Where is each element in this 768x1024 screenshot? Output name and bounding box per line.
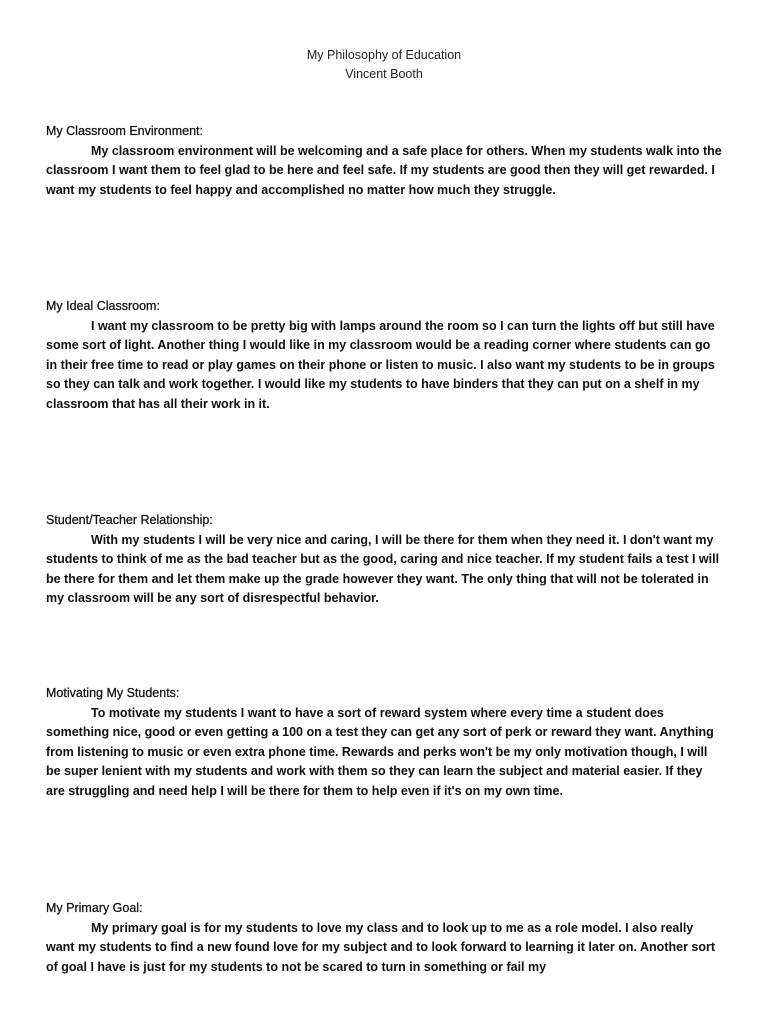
document-title: My Philosophy of Education [306,48,462,62]
document-header [0,46,768,84]
section-paragraph: To motivate my students I want to have a sort of reward system where every time a student does something nice, good or even getting a 100 on a test they can get any sort of perk or reward they want. Anything from listening to music or even extra phone time. Rewards and perks won't be my only motivation though, I will be super lenient with my students and work with them so they can learn the subject and material easier. If they are struggling and need help I will be there for them to help even if it's on my own time. [46,705,714,798]
section-classroom-environment [46,122,722,200]
section-primary-goal [46,899,722,977]
section-heading: Student/Teacher Relationship: [46,513,213,527]
section-paragraph: My classroom environment will be welcoming and a safe place for others. When my students walk into the classroom I want them to feel glad to be here and feel safe. If my students are good then they will get rewarded. I want my students to feel happy and accomplished no matter how much they struggle. [46,143,722,197]
section-motivating-students [46,684,722,801]
section-heading: My Classroom Environment: [46,124,203,138]
section-paragraph: With my students I will be very nice and caring, I will be there for them when they need it. I don't want my students to think of me as the bad teacher but as the good, caring and nice teacher. If my student fails a test I will be there for them and let them make up the grade however they want. The only thing that will not be tolerated in my classroom will be any sort of disrespectful behavior. [46,532,720,605]
section-paragraph: I want my classroom to be pretty big with lamps around the room so I can turn the lights off but still have some sort of light. Another thing I would like in my classroom would be a reading corner where students can go in their free time to read or play games on their phone or listen to music. I also want my students to be in groups so they can talk and work together. I would like my students to have binders that they can put on a shelf in my classroom that has all their work in it. [46,318,715,411]
section-heading: My Primary Goal: [46,901,143,915]
section-heading: Motivating My Students: [46,686,180,700]
section-heading: My Ideal Classroom: [46,299,160,313]
section-ideal-classroom [46,297,722,414]
section-student-teacher-relationship [46,511,722,609]
document-author: Vincent Booth [345,67,423,81]
section-paragraph: My primary goal is for my students to love my class and to look up to me as a role model. I also really want my students to find a new found love for my subject and to look forward to learning it later on. Another sort of goal I have is just for my students to not be scared to turn in something or fail my [46,920,716,974]
